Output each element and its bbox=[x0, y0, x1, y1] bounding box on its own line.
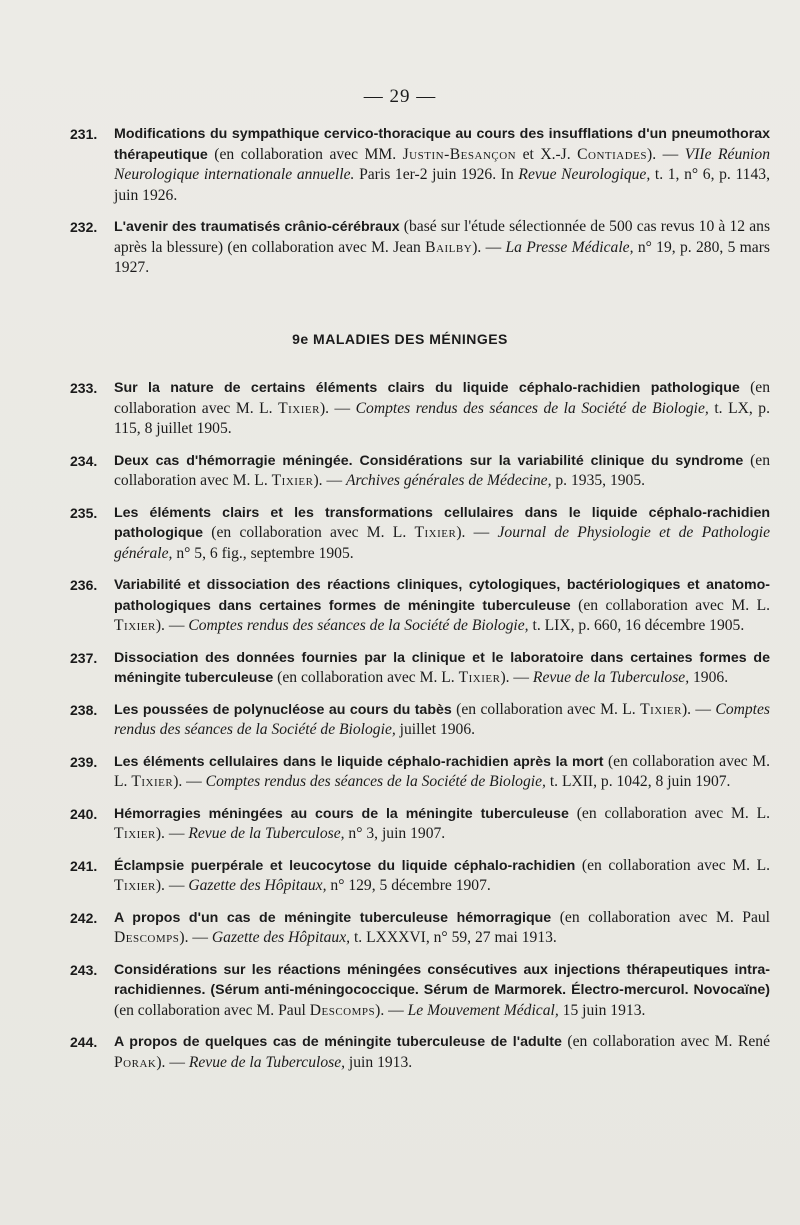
entry-number: 244. bbox=[70, 1034, 98, 1050]
entry-author: Contiades bbox=[577, 145, 648, 163]
entry-reference: Comptes rendus des séances de la Société de Biologie, bbox=[188, 617, 529, 634]
entry-author: Tixier bbox=[271, 472, 314, 489]
bibliography-entry: 240. Hémorragies méningées au cours de la méningite tuberculeuse (en collaboration avec M. L. Tixier). — Revue de la Tuberculose, n° 3, juin 1907. bbox=[70, 804, 770, 842]
bibliography-entry: 237. Dissociation des données fournies par la clinique et le laboratoire dans certaines formes de méningite tuberculeuse (en collaboration avec M. L. Tixier). — Revue de la Tuberculose, 1906. bbox=[70, 649, 770, 686]
entry-author: Justin-Besançon bbox=[402, 145, 517, 163]
entry-number: 234. bbox=[70, 452, 98, 469]
bibliography-entry: 241. Éclampsie puerpérale et leucocytose du liquide céphalo-rachidien (en collaboration avec M. L. Tixier). — Gazette des Hôpitaux, n° 129, 5 décembre 1907. bbox=[70, 856, 770, 894]
entry-reference: Revue Neurologique, bbox=[518, 166, 651, 183]
entry-author: Tixier bbox=[131, 773, 174, 790]
bibliography-entry: 244. A propos de quelques cas de méningite tuberculeuse de l'adulte (en collaboration avec M. René Porak). — Revue de la Tuberculose, juin 1913. bbox=[70, 1033, 770, 1071]
entry-number: 241. bbox=[70, 857, 98, 874]
section-heading: 9e MALADIES DES MÉNINGES bbox=[292, 331, 508, 347]
entry-author: Porak bbox=[114, 1053, 157, 1071]
entry-number: 233. bbox=[70, 380, 98, 396]
entry-title: Les poussées de polynucléose au cours du tabès bbox=[114, 701, 452, 718]
entry-author: Tixier bbox=[114, 825, 156, 842]
entry-author: Tixier bbox=[414, 524, 457, 541]
entry-title: Considérations sur les réactions méningées consécutives aux injections thérapeutiques intra-rachidiennes. (Sérum anti-méningococcique. Sérum de Marmorek. Électro-mercurol. Novocaïne) bbox=[114, 961, 770, 998]
entry-author: Bailby bbox=[425, 238, 473, 256]
entry-reference: La Presse Médicale, bbox=[505, 238, 634, 256]
entry-author: Tixier bbox=[640, 700, 682, 718]
entry-number: 239. bbox=[70, 753, 98, 770]
entry-author: Descomps bbox=[114, 929, 180, 946]
entries-top bbox=[70, 124, 770, 290]
entry-title: Les éléments cellulaires dans le liquide céphalo-rachidien après la mort bbox=[114, 753, 604, 770]
entry-number: 240. bbox=[70, 805, 98, 822]
entry-title: Éclampsie puerpérale et leucocytose du liquide céphalo-rachidien bbox=[114, 857, 576, 874]
entry-author: Tixier bbox=[114, 877, 156, 894]
entry-title: Hémorragies méningées au cours de la méningite tuberculeuse bbox=[114, 805, 569, 822]
bibliography-entry: 243. Considérations sur les réactions méningées consécutives aux injections thérapeutiques intra-rachidiennes. (Sérum anti-méningococcique. Sérum de Marmorek. Électro-mercurol. Novocaïne) (en collaboration avec M. Paul Descomps). — Le Mouvement Médical, 15 juin 1913. bbox=[70, 961, 770, 1019]
entry-number: 235. bbox=[70, 504, 98, 521]
bibliography-entry: 231. Modifications du sympathique cervico-thoracique au cours des insufflations d'un pneumothorax thérapeutique (en collaboration avec MM. Justin-Besançon et X.-J. Contiades). — VIIe Réunion Neurologique internationale annuelle. Paris 1er-2 juin 1926. In Revue Neurologique, t. 1, n° 6, p. 1143, juin 1926. bbox=[70, 126, 770, 204]
bibliography-entry: 238. Les poussées de polynucléose au cours du tabès (en collaboration avec M. L. Tixier). — Comptes rendus des séances de la Société de Biologie, juillet 1906. bbox=[70, 700, 770, 738]
entry-title: Les éléments clairs et les transformations cellulaires dans le liquide céphalo-rachidien pathologique bbox=[114, 504, 770, 541]
entry-number: 242. bbox=[70, 909, 98, 926]
bibliography-entry: 235. Les éléments clairs et les transformations cellulaires dans le liquide céphalo-rachidien pathologique (en collaboration avec M. L. Tixier). — Journal de Physiologie et de Pathologie générale, n° 5, 6 fig., septembre 1905. bbox=[70, 504, 770, 562]
entry-title: Sur la nature de certains éléments clairs du liquide céphalo-rachidien pathologique bbox=[114, 380, 740, 396]
bibliography-entry: 232. L'avenir des traumatisés crânio-cérébraux (basé sur l'étude sélectionnée de 500 cas revus 10 à 12 ans après la blessure) (en collaboration avec M. Jean Bailby). — La Presse Médicale, n° 19, p. 280, 5 mars 1927. bbox=[70, 218, 771, 276]
bibliography-entry: 233. Sur la nature de certains éléments clairs du liquide céphalo-rachidien pathologique (en collaboration avec M. L. Tixier). — Comptes rendus des séances de la Société de Biologie, t. LX, p. 115, 8 juillet 1905. bbox=[70, 379, 771, 437]
entry-title: Deux cas d'hémorragie méningée. Considérations sur la variabilité clinique du syndrome bbox=[114, 452, 744, 469]
entry-title: Variabilité et dissociation des réactions cliniques, cytologiques, bactériologiques et anatomo-pathologiques dans certaines formes de méningite tuberculeuse bbox=[114, 577, 770, 614]
entry-title: L'avenir des traumatisés crânio-cérébraux bbox=[114, 219, 400, 235]
entry-title: Modifications du sympathique cervico-thoracique au cours des insufflations d'un pneumothorax thérapeutique bbox=[114, 126, 770, 163]
entry-reference: Revue de la Tuberculose, bbox=[188, 1053, 346, 1071]
entry-reference: Le Mouvement Médical, bbox=[407, 1001, 559, 1019]
entry-reference: Revue de la Tuberculose, bbox=[532, 669, 690, 686]
entry-number: 236. bbox=[70, 577, 98, 593]
entry-number: 237. bbox=[70, 649, 98, 666]
entry-reference: Archives générales de Médecine, bbox=[345, 472, 552, 489]
entry-title: A propos d'un cas de méningite tuberculeuse hémorragique bbox=[114, 909, 552, 926]
entry-number: 243. bbox=[70, 961, 98, 978]
entry-reference: Gazette des Hôpitaux, bbox=[188, 877, 327, 894]
entry-author: Tixier bbox=[458, 669, 501, 686]
entry-reference: Journal de Physiologie et de Pathologie générale, bbox=[114, 524, 770, 562]
entry-reference: VIIe Réunion Neurologique internationale annuelle. bbox=[114, 145, 770, 183]
entry-reference: Revue de la Tuberculose, bbox=[188, 825, 345, 842]
entry-title: A propos de quelques cas de méningite tuberculeuse de l'adulte bbox=[114, 1034, 562, 1050]
page-number: — 29 — bbox=[363, 86, 437, 107]
entry-author: Tixier bbox=[278, 399, 320, 417]
entry-author: Tixier bbox=[114, 617, 156, 634]
entry-number: 231. bbox=[70, 126, 98, 142]
entry-reference: Comptes rendus des séances de la Société de Biologie, bbox=[114, 700, 770, 738]
entry-reference: Comptes rendus des séances de la Société de Biologie, bbox=[205, 773, 546, 790]
entries-main bbox=[70, 378, 770, 1084]
bibliography-entry: 236. Variabilité et dissociation des réactions cliniques, cytologiques, bactériologiques et anatomo-pathologiques dans certaines formes de méningite tuberculeuse (en collaboration avec M. L. Tixier). — Comptes rendus des séances de la Société de Biologie, t. LIX, p. 660, 16 décembre 1905. bbox=[70, 577, 770, 634]
entry-title: Dissociation des données fournies par la clinique et le laboratoire dans certaines formes de méningite tuberculeuse bbox=[114, 649, 770, 686]
entry-number: 238. bbox=[70, 701, 98, 718]
entry-reference: Gazette des Hôpitaux, bbox=[211, 929, 351, 946]
bibliography-entry: 242. A propos d'un cas de méningite tuberculeuse hémorragique (en collaboration avec M. Paul Descomps). — Gazette des Hôpitaux, t. LXXXVI, n° 59, 27 mai 1913. bbox=[70, 908, 770, 946]
bibliography-entry: 239. Les éléments cellulaires dans le liquide céphalo-rachidien après la mort (en collaboration avec M. L. Tixier). — Comptes rendus des séances de la Société de Biologie, t. LXII, p. 1042, 8 juin 1907. bbox=[70, 752, 770, 790]
bibliography-entry: 234. Deux cas d'hémorragie méningée. Considérations sur la variabilité clinique du syndrome (en collaboration avec M. L. Tixier). — Archives générales de Médecine, p. 1935, 1905. bbox=[70, 451, 771, 489]
entry-number: 232. bbox=[70, 219, 98, 235]
entry-reference: Comptes rendus des séances de la Société de Biologie, bbox=[355, 399, 709, 417]
entry-author: Descomps bbox=[309, 1001, 376, 1019]
